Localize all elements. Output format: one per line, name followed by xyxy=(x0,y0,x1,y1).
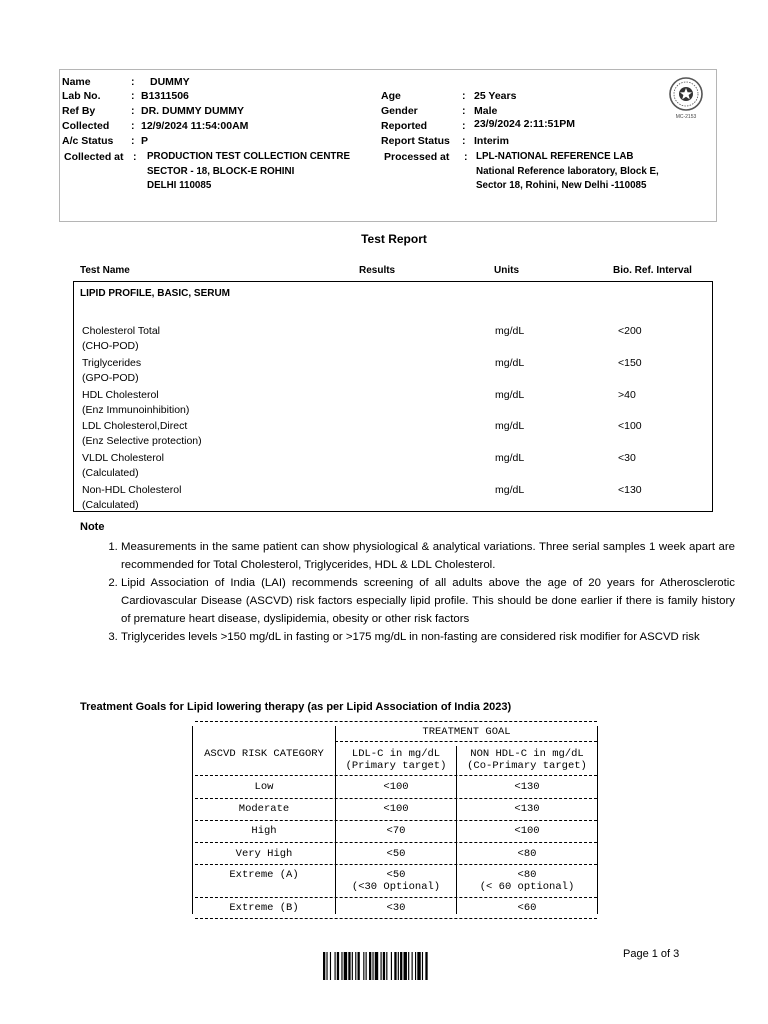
barcode-bar xyxy=(363,952,364,980)
barcode-bar xyxy=(341,952,342,980)
test-unit: mg/dL xyxy=(495,420,525,432)
test-ref: <200 xyxy=(618,325,642,337)
test-name: VLDL Cholesterol xyxy=(82,452,164,464)
colon: : xyxy=(133,151,137,163)
test-unit: mg/dL xyxy=(495,389,525,401)
note-list xyxy=(96,538,735,646)
report-title: Test Report xyxy=(361,232,427,246)
treatment-goals-title: Treatment Goals for Lipid lowering therapy (as per Lipid Association of India 2023) xyxy=(80,701,512,713)
processed-at-line-3: Sector 18, Rohini, New Delhi -110085 xyxy=(476,180,647,191)
colon: : xyxy=(462,105,466,117)
barcode-bar xyxy=(358,952,360,980)
page-number: Page 1 of 3 xyxy=(623,948,680,960)
nonhdl-goal-optional: (< 60 optional) xyxy=(479,881,575,893)
test-ref: <130 xyxy=(618,484,642,496)
lab-label: Lab No. xyxy=(62,90,101,102)
test-unit: mg/dL xyxy=(495,484,525,496)
barcode-icon xyxy=(323,952,463,980)
barcode-bar xyxy=(381,952,382,980)
test-ref: <150 xyxy=(618,357,642,369)
table-border xyxy=(597,726,598,914)
ldl-goal: <100 xyxy=(383,781,409,793)
header-nonhdl: NON HDL-C in mg/dL xyxy=(470,748,584,760)
processed-at-line-2: National Reference laboratory, Block E, xyxy=(476,166,659,177)
test-name: Non-HDL Cholesterol xyxy=(82,484,182,496)
note-item: 3. Triglycerides levels >150 mg/dL in fasting or >175 mg/dL in non-fasting are considered risk modifier for ASCVD risk xyxy=(121,628,735,646)
test-name: LDL Cholesterol,Direct xyxy=(82,420,188,432)
colon: : xyxy=(462,120,466,132)
risk-category: Very High xyxy=(235,848,293,860)
table-rule xyxy=(195,721,597,722)
barcode-bar xyxy=(355,952,356,980)
barcode-bar xyxy=(391,952,392,980)
test-name: Triglycerides xyxy=(82,357,142,369)
test-method: (CHO-POD) xyxy=(82,340,139,352)
test-unit: mg/dL xyxy=(495,357,525,369)
group-header: TREATMENT GOAL xyxy=(422,726,511,738)
name-value: DUMMY xyxy=(150,76,190,88)
ref-label: Ref By xyxy=(62,105,96,117)
ac-status-label: A/c Status xyxy=(62,135,114,147)
ldl-goal: <50 xyxy=(386,848,406,860)
barcode-bar xyxy=(369,952,371,980)
barcode-bar xyxy=(386,952,387,980)
table-rule xyxy=(195,775,597,776)
barcode-bar xyxy=(415,952,416,980)
test-method: (Enz Selective protection) xyxy=(82,435,202,447)
barcode xyxy=(323,952,463,980)
barcode-bar xyxy=(330,952,331,980)
collected-at-line-3: DELHI 110085 xyxy=(147,180,212,191)
barcode-bar xyxy=(375,952,378,980)
collected-value: 12/9/2024 11:54:00AM xyxy=(141,120,249,132)
test-unit: mg/dL xyxy=(495,452,525,464)
barcode-bar xyxy=(335,952,336,980)
barcode-bar xyxy=(326,952,327,980)
nonhdl-goal: <80 xyxy=(517,869,537,881)
barcode-bar xyxy=(417,952,420,980)
ref-value: DR. DUMMY DUMMY xyxy=(141,105,245,117)
gender-value: Male xyxy=(474,105,498,117)
barcode-bar xyxy=(412,952,413,980)
table-rule xyxy=(195,897,597,898)
report-status-value: Interim xyxy=(474,135,510,147)
test-ref: <100 xyxy=(618,420,642,432)
colon: : xyxy=(131,76,135,88)
ldl-goal: <50 xyxy=(386,869,406,881)
note-item: 2. Lipid Association of India (LAI) recommends screening of all adults above the age of 20 years for Atherosclerotic Cardiovascular Disease (ASCVD) risk factors especially lipid profile. This should be done earlier if there is family history of premature heart disease, dyslipidemia, obesity or other risk factors xyxy=(121,574,735,628)
nonhdl-goal: <80 xyxy=(517,848,537,860)
test-method: (Enz Immunoinhibition) xyxy=(82,404,190,416)
barcode-bar xyxy=(372,952,373,980)
risk-category: Moderate xyxy=(238,803,290,815)
barcode-bar xyxy=(422,952,423,980)
accreditation-text: MC-2153 xyxy=(675,114,697,120)
table-rule xyxy=(335,741,597,742)
barcode-bar xyxy=(394,952,396,980)
nonhdl-goal: <100 xyxy=(514,825,540,837)
collected-at-label: Collected at xyxy=(64,151,124,163)
barcode-bar xyxy=(348,952,350,980)
column-header-ref-interval: Bio. Ref. Interval xyxy=(613,265,692,276)
reported-value: 23/9/2024 2:11:51PM xyxy=(474,118,575,130)
age-label: Age xyxy=(381,90,401,102)
report-status-label: Report Status xyxy=(381,135,450,147)
column-header-results: Results xyxy=(359,265,396,276)
colon: : xyxy=(462,135,466,147)
accreditation-seal xyxy=(668,76,704,122)
table-rule xyxy=(195,820,597,821)
barcode-bar xyxy=(425,952,427,980)
test-name: Cholesterol Total xyxy=(82,325,161,337)
results-table xyxy=(73,281,713,512)
note-title: Note xyxy=(80,521,105,533)
table-rule xyxy=(195,918,597,919)
risk-category: Extreme (B) xyxy=(229,902,299,914)
table-rule xyxy=(195,864,597,865)
ldl-goal: <30 xyxy=(386,902,406,914)
ldl-goal-optional: (<30 Optional) xyxy=(351,881,441,893)
test-ref: <30 xyxy=(618,452,636,464)
nonhdl-goal: <60 xyxy=(517,902,537,914)
name-label: Name xyxy=(62,76,91,88)
reported-label: Reported xyxy=(381,120,428,132)
ldl-goal: <70 xyxy=(386,825,406,837)
colon: : xyxy=(131,105,135,117)
barcode-bar xyxy=(408,952,409,980)
colon: : xyxy=(462,90,466,102)
barcode-bar xyxy=(344,952,347,980)
test-unit: mg/dL xyxy=(495,325,525,337)
lab-value: B1311506 xyxy=(141,90,189,102)
barcode-bar xyxy=(352,952,353,980)
collected-at-line-1: PRODUCTION TEST COLLECTION CENTRE xyxy=(147,151,351,162)
collected-label: Collected xyxy=(62,120,110,132)
colon: : xyxy=(131,135,135,147)
barcode-bar xyxy=(383,952,385,980)
risk-category: High xyxy=(251,825,277,837)
section-title: LIPID PROFILE, BASIC, SERUM xyxy=(80,288,231,299)
barcode-bar xyxy=(337,952,339,980)
test-method: (Calculated) xyxy=(82,499,139,511)
processed-at-label: Processed at xyxy=(384,151,450,163)
header-ldl: LDL-C in mg/dL xyxy=(351,748,441,760)
ldl-goal: <100 xyxy=(383,803,409,815)
colon: : xyxy=(131,120,135,132)
table-rule xyxy=(195,798,597,799)
test-name: HDL Cholesterol xyxy=(82,389,159,401)
processed-at-line-1: LPL-NATIONAL REFERENCE LAB xyxy=(476,151,634,162)
column-header-units: Units xyxy=(494,265,519,276)
risk-category: Extreme (A) xyxy=(229,869,299,881)
risk-category: Low xyxy=(254,781,274,793)
age-value: 25 Years xyxy=(474,90,517,102)
table-rule xyxy=(195,842,597,843)
gender-label: Gender xyxy=(381,105,418,117)
barcode-bar xyxy=(404,952,407,980)
test-ref: >40 xyxy=(618,389,636,401)
colon: : xyxy=(131,90,135,102)
collected-at-line-2: SECTOR - 18, BLOCK-E ROHINI xyxy=(147,166,295,177)
test-method: (GPO-POD) xyxy=(82,372,139,384)
barcode-bar xyxy=(323,952,325,980)
ac-status-value: P xyxy=(141,135,149,147)
note-item: 1. Measurements in the same patient can show physiological & analytical variations. Three serial samples 1 week apart are recommended for Total Cholesterol, Triglycerides, HDL & LDL Cholesterol. xyxy=(121,538,735,574)
header-category: ASCVD RISK CATEGORY xyxy=(204,748,324,760)
nonhdl-goal: <130 xyxy=(514,803,540,815)
barcode-bar xyxy=(398,952,399,980)
barcode-bar xyxy=(400,952,402,980)
header-ldl-sub: (Primary target) xyxy=(345,760,447,772)
nonhdl-goal: <130 xyxy=(514,781,540,793)
column-header-test-name: Test Name xyxy=(80,265,130,276)
header-nonhdl-sub: (Co-Primary target) xyxy=(467,760,587,772)
test-method: (Calculated) xyxy=(82,467,139,479)
barcode-bar xyxy=(366,952,367,980)
colon: : xyxy=(464,151,468,163)
